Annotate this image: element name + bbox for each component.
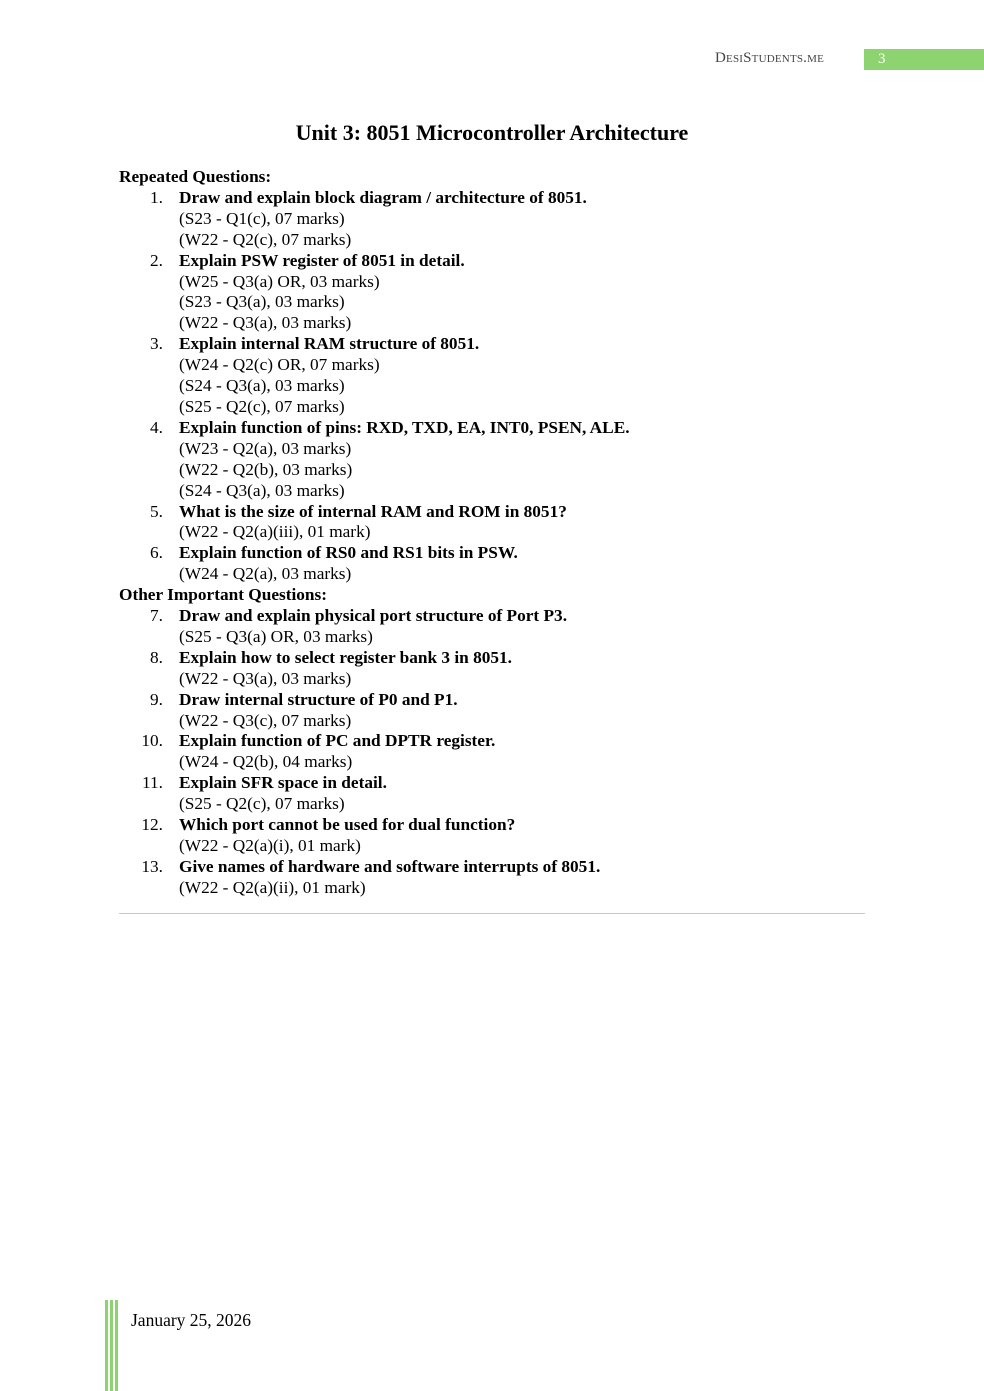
question-text: Explain SFR space in detail.	[179, 773, 387, 793]
list-item	[119, 690, 879, 732]
list-item	[119, 606, 879, 648]
exam-reference: (W22 - Q2(c), 07 marks)	[179, 229, 352, 249]
exam-reference: (W22 - Q3(a), 03 marks)	[179, 313, 352, 333]
question-text: Explain how to select register bank 3 in 8051.	[179, 647, 513, 667]
list-item	[119, 731, 879, 773]
section-heading: Repeated Questions:	[119, 167, 272, 186]
list-item	[119, 648, 879, 690]
exam-reference: (S23 - Q1(c), 07 marks)	[179, 208, 345, 228]
exam-reference: (S23 - Q3(a), 03 marks)	[179, 292, 345, 312]
exam-reference: (W22 - Q3(c), 07 marks)	[179, 710, 352, 730]
item-number: 8.	[150, 647, 163, 667]
question-text: Explain internal RAM structure of 8051.	[179, 334, 480, 354]
item-number: 10.	[141, 731, 163, 751]
item-number: 9.	[150, 689, 163, 709]
item-number: 3.	[150, 334, 163, 354]
exam-reference: (S24 - Q3(a), 03 marks)	[179, 480, 345, 500]
footer-date: January 25, 2026	[131, 1310, 252, 1330]
exam-reference: (S25 - Q2(c), 07 marks)	[179, 396, 345, 416]
item-number: 7.	[150, 606, 163, 626]
item-number: 12.	[141, 815, 163, 835]
exam-reference: (W22 - Q2(a)(iii), 01 mark)	[179, 522, 371, 542]
question-text: Explain function of pins: RXD, TXD, EA, INT0, PSEN, ALE.	[179, 417, 630, 437]
list-item	[119, 502, 879, 544]
footer-accent-line	[105, 1300, 108, 1391]
item-number: 6.	[150, 543, 163, 563]
list-item	[119, 188, 879, 251]
list-item	[119, 543, 879, 585]
exam-reference: (W24 - Q2(a), 03 marks)	[179, 564, 352, 584]
question-list	[119, 167, 879, 899]
item-number: 1.	[150, 187, 163, 207]
item-number: 2.	[150, 250, 163, 270]
list-item	[119, 773, 879, 815]
question-text: Explain function of RS0 and RS1 bits in PSW.	[179, 543, 518, 563]
item-number: 4.	[150, 417, 163, 437]
question-text: Which port cannot be used for dual function?	[179, 815, 516, 835]
item-number: 11.	[142, 773, 163, 793]
question-text: Explain function of PC and DPTR register.	[179, 731, 496, 751]
exam-reference: (W22 - Q3(a), 03 marks)	[179, 668, 352, 688]
exam-reference: (W24 - Q2(c) OR, 07 marks)	[179, 355, 380, 375]
exam-reference: (W22 - Q2(b), 03 marks)	[179, 459, 353, 479]
list-item	[119, 857, 879, 899]
question-text: Draw internal structure of P0 and P1.	[179, 689, 458, 709]
exam-reference: (W22 - Q2(a)(ii), 01 mark)	[179, 877, 366, 897]
footer-accent-line	[115, 1300, 118, 1391]
exam-reference: (S24 - Q3(a), 03 marks)	[179, 376, 345, 396]
list-item	[119, 334, 879, 418]
divider	[119, 913, 865, 914]
section-heading: Other Important Questions:	[119, 585, 328, 605]
list-item	[119, 815, 879, 857]
header-page-number: 3	[864, 49, 984, 70]
question-text: What is the size of internal RAM and ROM in 8051?	[179, 501, 567, 521]
question-text: Draw and explain physical port structure of Port P3.	[179, 606, 568, 626]
exam-reference: (W23 - Q2(a), 03 marks)	[179, 438, 352, 458]
question-text: Explain PSW register of 8051 in detail.	[179, 250, 465, 270]
list-item	[119, 418, 879, 502]
item-number: 5.	[150, 501, 163, 521]
footer-accent-line	[110, 1300, 113, 1391]
question-text: Draw and explain block diagram / architecture of 8051.	[179, 187, 587, 207]
list-item	[119, 251, 879, 335]
exam-reference: (W22 - Q2(a)(i), 01 mark)	[179, 836, 361, 855]
exam-reference: (W24 - Q2(b), 04 marks)	[179, 752, 353, 772]
page-title: Unit 3: 8051 Microcontroller Architecture	[295, 120, 689, 145]
exam-reference: (S25 - Q2(c), 07 marks)	[179, 794, 345, 814]
header-site-name: DesiStudents.me	[715, 50, 825, 66]
exam-reference: (W25 - Q3(a) OR, 03 marks)	[179, 271, 380, 291]
question-text: Give names of hardware and software interrupts of 8051.	[179, 856, 601, 876]
exam-reference: (S25 - Q3(a) OR, 03 marks)	[179, 626, 373, 646]
item-number: 13.	[141, 856, 163, 876]
